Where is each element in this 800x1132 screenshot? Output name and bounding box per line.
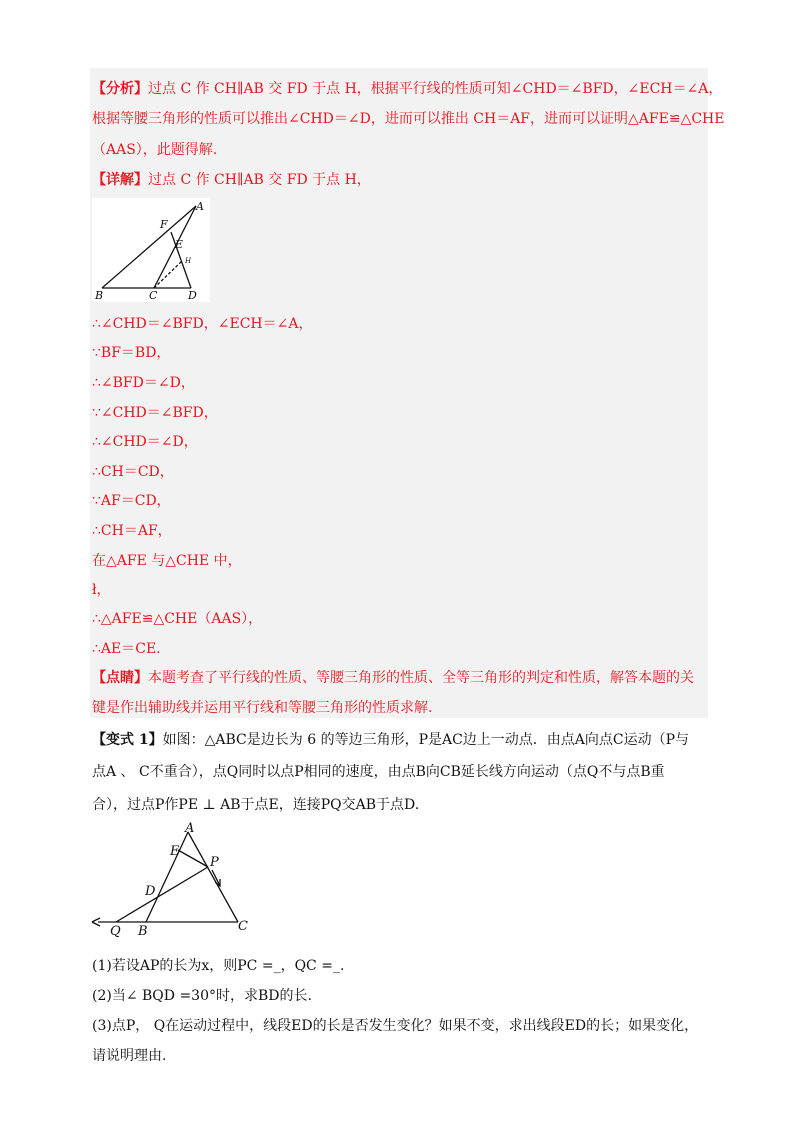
question-3-continued: 请说明理由. <box>92 1048 167 1064</box>
fig1-label-h: H <box>185 257 192 265</box>
fig2-label-d: D <box>145 884 156 899</box>
fig2-label-e: E <box>170 844 180 859</box>
question-3: (3)点P， Q在运动过程中，线段ED的长是否发生变化？如果不变，求出线段ED的长；如果变化， <box>92 1018 699 1034</box>
figure-1 <box>92 198 210 302</box>
step-8: ∴CH＝AF， <box>92 523 172 539</box>
fig1-label-b: B <box>95 289 104 302</box>
analysis-tag: 【分析】 <box>92 81 148 97</box>
step-3: ∴∠BFD＝∠D， <box>92 375 195 391</box>
comment-line-2: 键是作出辅助线并运用平行线和等腰三角形的性质求解. <box>92 700 433 716</box>
fig2-label-b: B <box>138 924 148 939</box>
question-1: (1)若设AP的长为x，则PC =_，QC =_. <box>92 958 345 974</box>
analysis-line-1: 【分析】过点 C 作 CH∥AB 交 FD 于点 H，根据平行线的性质可知∠CHD＝∠BFD，∠ECH＝∠A， <box>92 81 723 97</box>
step-11: ∴△AFE≌△CHE（AAS）， <box>92 611 263 627</box>
step-4: ∵∠CHD＝∠BFD， <box>92 405 218 421</box>
fig1-label-e: E <box>175 238 184 251</box>
fig1-label-c: C <box>149 289 158 302</box>
analysis-line-3: （AAS），此题得解. <box>92 142 218 158</box>
step-1: ∴∠CHD＝∠BFD，∠ECH＝∠A， <box>92 316 313 332</box>
fig2-label-a: A <box>185 822 195 836</box>
comment-line-1: 【点睛】本题考查了平行线的性质、等腰三角形的性质、全等三角形的判定和性质，解答本题的关 <box>92 670 694 686</box>
step-10: ł， <box>92 582 111 598</box>
step-6: ∴CH＝CD， <box>92 464 174 480</box>
fig1-label-f: F <box>160 218 168 231</box>
step-9: 在△AFE 与△CHE 中， <box>92 553 242 569</box>
fig2-label-q: Q <box>110 924 121 939</box>
step-7: ∵AF＝CD， <box>92 493 171 509</box>
variant-line-2: 点A 、 C不重合），点Q同时以点P相同的速度，由点B向CB延长线方向运动（点Q不与点B重 <box>92 764 665 780</box>
fig1-label-a: A <box>196 200 204 213</box>
variant-line-1: 【变式 1】如图：△ABC是边长为 6 的等边三角形，P是AC边上一动点．由点A向点C运动（P与 <box>92 732 690 748</box>
step-2: ∵BF＝BD， <box>92 345 171 361</box>
fig1-label-d: D <box>188 289 197 302</box>
step-12: ∴AE＝CE. <box>92 641 161 657</box>
fig2-label-p: P <box>210 855 219 870</box>
figure-2 <box>88 822 258 942</box>
comment-tag: 【点睛】 <box>92 670 148 686</box>
detail-line: 【详解】过点 C 作 CH∥AB 交 FD 于点 H， <box>92 172 371 188</box>
analysis-line-2: 根据等腰三角形的性质可以推出∠CHD＝∠D，进而可以推出 CH＝AF，进而可以证明△AFE≌△CHE <box>92 111 725 127</box>
fig2-label-c: C <box>238 919 248 934</box>
detail-tag: 【详解】 <box>92 172 148 188</box>
step-5: ∴∠CHD＝∠D， <box>92 434 198 450</box>
variant-line-3: 合），过点P作PE ⊥ AB于点E，连接PQ交AB于点D. <box>92 797 420 813</box>
variant-tag: 【变式 1】 <box>92 732 163 748</box>
question-2: (2)当∠ BQD =30°时，求BD的长. <box>92 988 312 1004</box>
